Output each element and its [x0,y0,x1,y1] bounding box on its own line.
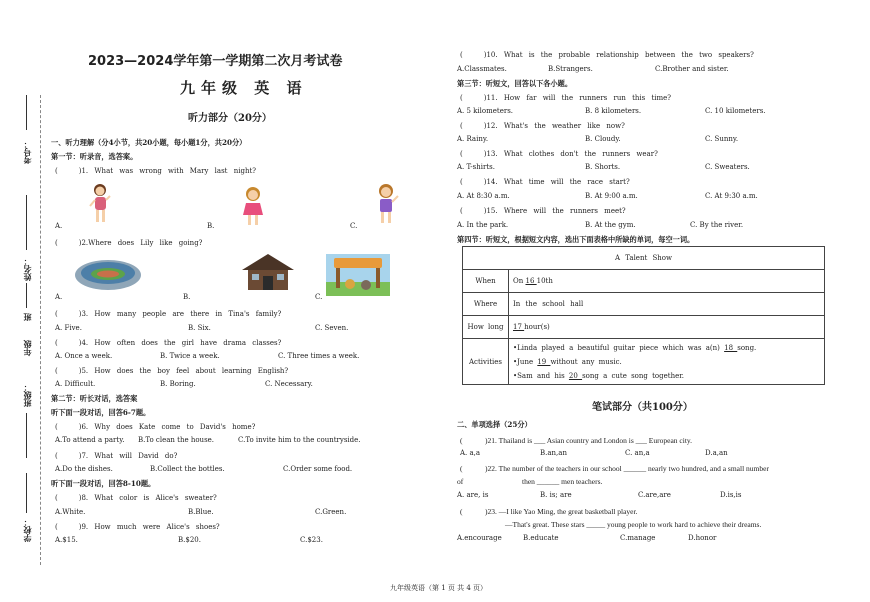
question-13: ( )13. What clothes don't the runners wear? [460,150,658,158]
exam-subtitle: 九年级 英 语 [180,79,308,97]
question-22-cont: then ______ men teachers. [522,477,603,486]
q22-option-c: C.are,are [638,491,671,499]
question-23-reply: —That's great. These stars _____ young people to work hard to achieve their dreams. [505,520,762,529]
activity-1-suffix: song. [737,343,757,352]
blank-name [26,195,27,250]
listening-title: 听力部分（20分） [188,113,272,124]
blank-class [26,413,27,458]
q13-option-a: A. T-shirts. [457,163,495,171]
section2b-heading: 听下面一段对话，回答8-10题。 [51,479,156,488]
q10-option-b: B.Strangers. [548,65,593,73]
row-label-when: When [463,270,509,293]
q5-option-b: B. Boring. [160,380,196,388]
q22-option-a: A. are, is [457,491,489,499]
question-22: ( )22. The number of the teachers in our school ______ nearly two hundred, and a small number [460,464,769,473]
girl-figure-icon [88,182,116,224]
section2-heading: 第二节：听长对话，选答案 [51,394,138,403]
activity-1 [513,341,820,355]
row-value-activities [509,339,825,385]
question-6: ( )6. Why does Kate come to David's home? [55,423,256,431]
q7-option-a: A.Do the dishes. [55,465,113,473]
blank-17: 17 [513,323,525,331]
binding-line [40,95,41,565]
q23-option-a: A.encourage [457,534,502,542]
q6-option-a: A.To attend a party. [55,436,125,444]
q15-option-b: B. At the gym. [585,221,636,229]
q15-option-c: C. By the river. [690,221,744,229]
row-label-where: Where [463,293,509,316]
q9-option-b: B.$20. [178,536,201,544]
q6-option-c: C.To invite him to the countryside. [238,436,361,444]
question-5: ( )5. How does the boy feel about learning English? [55,367,289,375]
activity-2-text: •June [513,357,538,366]
q10-option-c: C.Brother and sister. [655,65,729,73]
q22-option-d: D.is,is [720,491,742,499]
q8-option-b: B.Blue. [188,508,214,516]
q21-option-b: B.an,an [540,449,567,457]
q3-option-a: A. Five. [55,324,82,332]
stadium-icon [73,253,143,293]
activity-2-suffix: without any music. [550,357,622,366]
q1-option-b: B. [207,222,215,230]
q11-option-b: B. 8 kilometers. [585,107,642,115]
activity-1-text: •Linda played a beautiful guitar piece which was a(n) [513,343,725,352]
page-footer: 九年级英语（第 1 页 共 4 页） [390,584,488,592]
q22-option-b: B. is; are [540,491,572,499]
activity-2 [513,355,820,369]
activity-3-text: •Sam and his [513,371,569,380]
label-ban: 班 [22,313,32,321]
question-2: ( )2.Where does Lily like going? [55,239,203,247]
label-grade: 年级 [22,340,32,356]
label-school: 学校： [22,518,32,542]
label-class: 班级： [22,383,32,407]
house-icon [238,252,298,292]
question-21: ( )21. Thailand is ___ Asian country and London is ___ European city. [460,436,693,445]
question-10: ( )10. What is the probable relationship between the two speakers? [460,51,754,59]
section1-heading: 第一节：听录音，选答案。 [51,152,138,161]
blank-18: 18 [724,343,738,352]
q11-option-c: C. 10 kilometers. [705,107,766,115]
q9-option-a: A.$15. [55,536,78,544]
blank-19: 19 [537,357,551,366]
how-long-suffix: hour(s) [524,323,550,331]
part2-heading: 二、单项选择（25分） [457,420,532,429]
q4-option-b: B. Twice a week. [160,352,220,360]
talent-show-table [462,246,825,385]
question-22-cont-prefix: of [457,477,464,486]
q4-option-c: C. Three times a week. [278,352,360,360]
girl-figure-icon [372,182,400,226]
blank-16: 16 [525,277,537,285]
q10-option-a: A.Classmates. [457,65,507,73]
zoo-icon [326,254,390,296]
q5-option-a: A. Difficult. [55,380,96,388]
q3-option-b: B. Six. [188,324,211,332]
question-9: ( )9. How much were Alice's shoes? [55,523,220,531]
row-value-how-long [509,316,825,339]
q3-option-c: C. Seven. [315,324,349,332]
question-3: ( )3. How many people are there in Tina's family? [55,310,282,318]
q2-option-a: A. [55,293,63,301]
question-1: ( )1. What was wrong with Mary last night? [55,167,257,175]
q21-option-a: A. a,a [460,449,481,457]
q14-option-a: A. At 8:30 a.m. [457,192,510,200]
blank-exam-number [26,95,27,130]
section2a-heading: 听下面一段对话，回答6-7题。 [51,408,151,417]
q23-option-c: C.manage [620,534,656,542]
blank-school [26,473,27,513]
question-23: ( )23. —I like Yao Ming, the great basketball player. [460,507,638,516]
q6-option-b: B.To clean the house. [138,436,215,444]
when-suffix: 10th [536,277,553,285]
q2-option-c: C. [315,293,323,301]
q9-option-c: C.$23. [300,536,323,544]
q1-option-a: A. [55,222,63,230]
label-exam-number: 考号： [22,140,32,164]
q7-option-c: C.Order some food. [283,465,353,473]
q12-option-b: B. Cloudy. [585,135,621,143]
written-title: 笔试部分（共100分） [592,402,693,413]
when-prefix: On [513,277,526,285]
question-4: ( )4. How often does the girl have drama classes? [55,339,282,347]
q13-option-b: B. Shorts. [585,163,621,171]
table-header: A Talent Show [463,247,825,270]
q8-option-c: C.Green. [315,508,347,516]
blank-grade [26,283,27,308]
q23-option-d: D.honor [688,534,717,542]
label-name: 姓名： [22,257,32,281]
row-label-how-long: How long [463,316,509,339]
q12-option-c: C. Sunny. [705,135,739,143]
q1-option-c: C. [350,222,358,230]
row-label-activities: Activities [463,339,509,385]
activity-3 [513,369,820,383]
question-11: ( )11. How far will the runners run this time? [460,94,672,102]
q14-option-b: B. At 9:00 a.m. [585,192,638,200]
q21-option-c: C. an,a [625,449,650,457]
question-7: ( )7. What will David do? [55,452,178,460]
part1-heading: 一、听力理解（分4小节，共20小题，每小题1分，共20分） [51,138,247,147]
q5-option-c: C. Necessary. [265,380,313,388]
q21-option-d: D.a,an [705,449,728,457]
question-12: ( )12. What's the weather like now? [460,122,625,130]
q4-option-a: A. Once a week. [55,352,113,360]
girl-figure-icon [238,185,268,227]
blank-20: 20 [568,371,583,380]
q11-option-a: A. 5 kilometers. [457,107,514,115]
q12-option-a: A. Rainy. [457,135,489,143]
section4-heading: 第四节：听短文，根据短文内容，选出下面表格中所缺的单词，每空一词。 [457,235,695,244]
q15-option-a: A. In the park. [457,221,509,229]
exam-title: 2023—2024学年第一学期第二次月考试卷 [88,54,343,69]
q7-option-b: B.Collect the bottles. [150,465,225,473]
q13-option-c: C. Sweaters. [705,163,750,171]
q14-option-c: C. At 9:30 a.m. [705,192,758,200]
row-value-where: In the school hall [509,293,825,316]
question-8: ( )8. What color is Alice's sweater? [55,494,217,502]
question-14: ( )14. What time will the race start? [460,178,630,186]
activity-3-suffix: song a cute song together. [582,371,685,380]
q8-option-a: A.White. [55,508,86,516]
row-value-when [509,270,825,293]
q2-option-b: B. [183,293,191,301]
question-15: ( )15. Where will the runners meet? [460,207,626,215]
section3-heading: 第三节：听短文，回答以下各小题。 [457,79,573,88]
q23-option-b: B.educate [523,534,559,542]
